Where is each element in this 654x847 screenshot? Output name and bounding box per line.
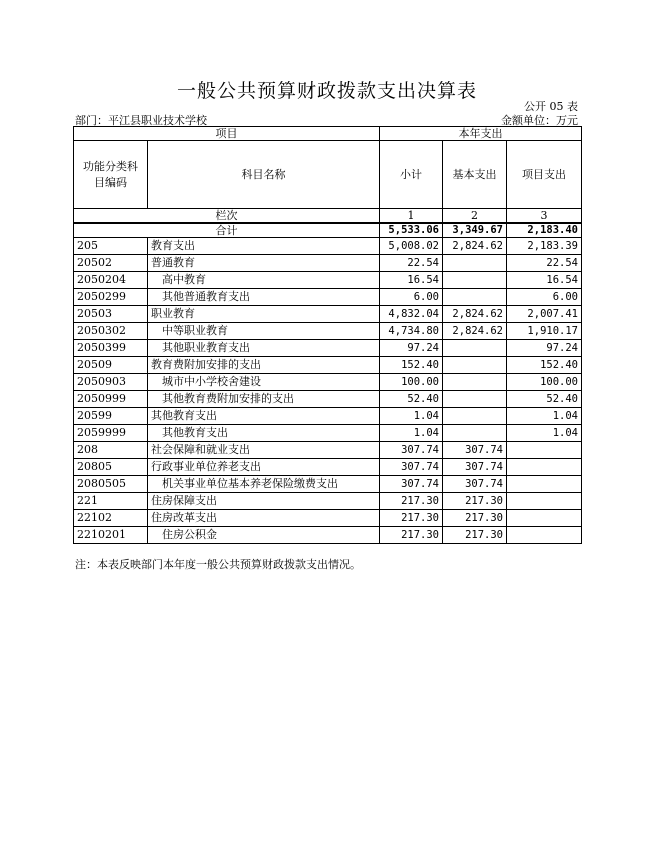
header-name: 科目名称 — [148, 141, 380, 209]
header-project: 项目支出 — [507, 141, 582, 209]
header-code: 功能分类科目编码 — [74, 141, 148, 209]
row-project — [507, 442, 582, 459]
row-code: 2050204 — [74, 272, 148, 289]
column-index-label: 栏次 — [74, 209, 380, 224]
row-subtotal: 4,832.04 — [380, 306, 443, 323]
column-index-2: 2 — [443, 209, 507, 224]
table-row — [74, 272, 582, 289]
row-basic — [443, 391, 507, 408]
table-row — [74, 391, 582, 408]
row-basic — [443, 289, 507, 306]
row-project — [507, 459, 582, 476]
table-row — [74, 476, 582, 493]
row-project: 1.04 — [507, 408, 582, 425]
row-subtotal: 217.30 — [380, 510, 443, 527]
table-row — [74, 527, 582, 544]
row-basic: 217.30 — [443, 493, 507, 510]
row-basic: 2,824.62 — [443, 238, 507, 255]
row-code: 2050299 — [74, 289, 148, 306]
header-subtotal: 小计 — [380, 141, 443, 209]
row-name: 教育费附加安排的支出 — [148, 357, 380, 374]
row-basic: 307.74 — [443, 442, 507, 459]
row-subtotal: 217.30 — [380, 527, 443, 544]
row-subtotal: 307.74 — [380, 476, 443, 493]
table-row — [74, 442, 582, 459]
table-row — [74, 510, 582, 527]
row-basic — [443, 374, 507, 391]
row-project: 1,910.17 — [507, 323, 582, 340]
header-item-group: 项目 — [74, 127, 380, 141]
row-name: 住房保障支出 — [148, 493, 380, 510]
column-index-1: 1 — [380, 209, 443, 224]
row-basic: 2,824.62 — [443, 323, 507, 340]
row-code: 205 — [74, 238, 148, 255]
row-project: 6.00 — [507, 289, 582, 306]
row-name: 机关事业单位基本养老保险缴费支出 — [148, 476, 380, 493]
row-name: 住房公积金 — [148, 527, 380, 544]
header-year-group: 本年支出 — [380, 127, 582, 141]
row-basic — [443, 357, 507, 374]
row-project: 152.40 — [507, 357, 582, 374]
row-code: 2050302 — [74, 323, 148, 340]
table-row — [74, 323, 582, 340]
table-note: 注：本表反映部门本年度一般公共预算财政拨款支出情况。 — [75, 558, 361, 571]
row-subtotal: 16.54 — [380, 272, 443, 289]
row-subtotal: 307.74 — [380, 442, 443, 459]
row-basic — [443, 425, 507, 442]
row-subtotal: 152.40 — [380, 357, 443, 374]
form-number: 公开 05 表 — [524, 100, 578, 113]
unit-label: 金额单位：万元 — [501, 114, 578, 127]
row-basic: 2,824.62 — [443, 306, 507, 323]
table-row — [74, 306, 582, 323]
row-subtotal: 6.00 — [380, 289, 443, 306]
row-name: 高中教育 — [148, 272, 380, 289]
row-project — [507, 476, 582, 493]
table-row — [74, 357, 582, 374]
expenditure-table — [73, 126, 582, 544]
table-row — [74, 425, 582, 442]
table-row — [74, 459, 582, 476]
total-basic: 3,349.67 — [443, 223, 507, 238]
row-basic — [443, 272, 507, 289]
row-project: 52.40 — [507, 391, 582, 408]
table-row — [74, 238, 582, 255]
total-label: 合计 — [74, 223, 380, 238]
table-row — [74, 493, 582, 510]
row-name: 行政事业单位养老支出 — [148, 459, 380, 476]
row-code: 2059999 — [74, 425, 148, 442]
table-row — [74, 289, 582, 306]
row-code: 2080505 — [74, 476, 148, 493]
row-project — [507, 510, 582, 527]
row-code: 208 — [74, 442, 148, 459]
table-row — [74, 255, 582, 272]
row-project: 16.54 — [507, 272, 582, 289]
row-project — [507, 527, 582, 544]
row-name: 其他教育费附加安排的支出 — [148, 391, 380, 408]
row-code: 221 — [74, 493, 148, 510]
row-code: 22102 — [74, 510, 148, 527]
row-subtotal: 52.40 — [380, 391, 443, 408]
row-subtotal: 1.04 — [380, 425, 443, 442]
row-subtotal: 217.30 — [380, 493, 443, 510]
column-index-3: 3 — [507, 209, 582, 224]
header-columns-row — [74, 141, 582, 209]
row-project — [507, 493, 582, 510]
row-name: 社会保障和就业支出 — [148, 442, 380, 459]
row-subtotal: 97.24 — [380, 340, 443, 357]
row-name: 普通教育 — [148, 255, 380, 272]
row-subtotal: 22.54 — [380, 255, 443, 272]
row-subtotal: 5,008.02 — [380, 238, 443, 255]
column-index-row — [74, 209, 582, 224]
department-label: 部门：平江县职业技术学校 — [75, 114, 207, 127]
row-code: 2210201 — [74, 527, 148, 544]
row-subtotal: 4,734.80 — [380, 323, 443, 340]
row-subtotal: 307.74 — [380, 459, 443, 476]
row-basic: 217.30 — [443, 510, 507, 527]
row-code: 20599 — [74, 408, 148, 425]
row-code: 2050999 — [74, 391, 148, 408]
row-project: 2,183.39 — [507, 238, 582, 255]
row-name: 其他教育支出 — [148, 425, 380, 442]
total-project: 2,183.40 — [507, 223, 582, 238]
row-name: 职业教育 — [148, 306, 380, 323]
row-basic: 307.74 — [443, 476, 507, 493]
page-title: 一般公共预算财政拨款支出决算表 — [176, 80, 477, 102]
row-code: 20503 — [74, 306, 148, 323]
row-project: 100.00 — [507, 374, 582, 391]
row-project: 22.54 — [507, 255, 582, 272]
row-name: 教育支出 — [148, 238, 380, 255]
row-code: 2050399 — [74, 340, 148, 357]
total-subtotal: 5,533.06 — [380, 223, 443, 238]
row-project: 97.24 — [507, 340, 582, 357]
row-code: 20502 — [74, 255, 148, 272]
header-basic: 基本支出 — [443, 141, 507, 209]
row-basic — [443, 340, 507, 357]
row-code: 2050903 — [74, 374, 148, 391]
total-row — [74, 223, 582, 238]
table-row — [74, 374, 582, 391]
row-code: 20805 — [74, 459, 148, 476]
row-code: 20509 — [74, 357, 148, 374]
row-name: 城市中小学校舍建设 — [148, 374, 380, 391]
row-subtotal: 1.04 — [380, 408, 443, 425]
row-basic — [443, 408, 507, 425]
row-name: 中等职业教育 — [148, 323, 380, 340]
row-project: 1.04 — [507, 425, 582, 442]
row-name: 其他普通教育支出 — [148, 289, 380, 306]
table-row — [74, 408, 582, 425]
row-name: 住房改革支出 — [148, 510, 380, 527]
header-group-row — [74, 127, 582, 141]
row-name: 其他职业教育支出 — [148, 340, 380, 357]
row-subtotal: 100.00 — [380, 374, 443, 391]
row-basic: 307.74 — [443, 459, 507, 476]
row-basic: 217.30 — [443, 527, 507, 544]
row-name: 其他教育支出 — [148, 408, 380, 425]
row-basic — [443, 255, 507, 272]
row-project: 2,007.41 — [507, 306, 582, 323]
table-row — [74, 340, 582, 357]
